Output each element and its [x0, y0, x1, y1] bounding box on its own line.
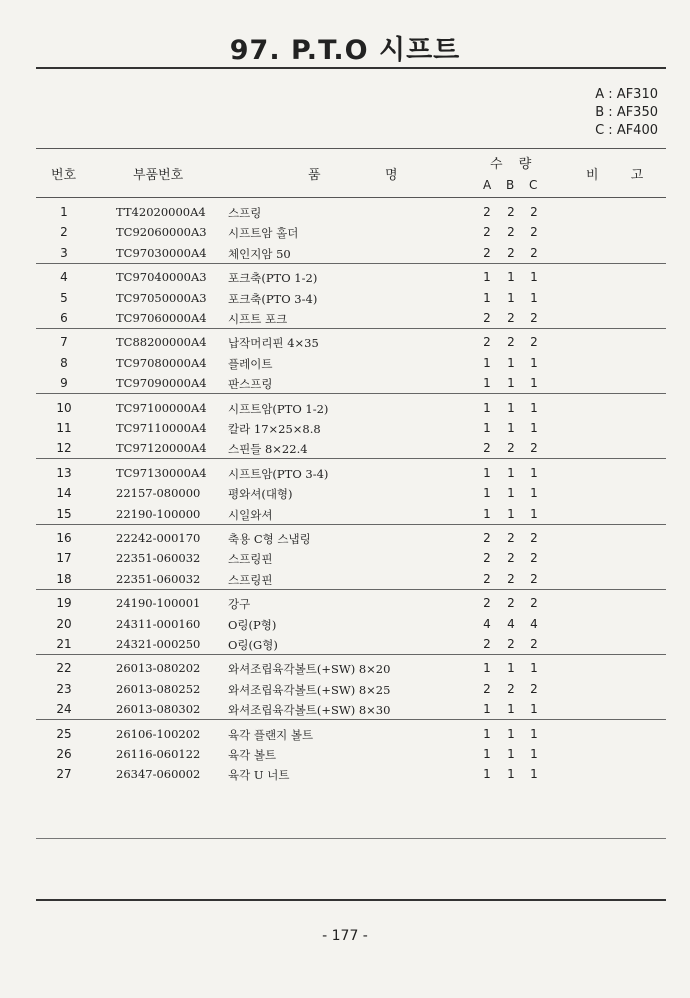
cell-part-no: 26106-100202 [116, 726, 201, 741]
table-row [36, 308, 666, 328]
header-qty: 수 량 [490, 157, 538, 172]
cell-qty-a: 1 [483, 702, 491, 717]
table-row [36, 353, 666, 373]
group-separator [36, 393, 666, 394]
cell-name: 와셔조립육각볼트(+SW) 8×25 [228, 682, 391, 697]
cell-no: 2 [60, 225, 68, 240]
cell-part-no: TC97060000A4 [116, 311, 207, 325]
cell-no: 23 [56, 681, 72, 696]
cell-qty-b: 1 [507, 726, 515, 741]
model-c: C : AF400 [595, 123, 658, 138]
cell-part-no: 22351-060032 [116, 551, 201, 566]
cell-qty-a: 2 [483, 245, 491, 260]
cell-qty-b: 1 [507, 290, 515, 305]
table-row [36, 438, 666, 458]
cell-qty-c: 1 [530, 486, 538, 501]
cell-qty-b: 1 [507, 506, 515, 521]
header-top-rule [36, 148, 666, 149]
cell-no: 11 [56, 421, 72, 435]
cell-qty-c: 1 [530, 726, 538, 741]
cell-part-no: TC97080000A4 [116, 355, 207, 370]
cell-part-no: 26013-080202 [116, 661, 201, 676]
group-separator [36, 719, 666, 720]
cell-qty-a: 2 [483, 225, 491, 240]
cell-qty-b: 1 [507, 376, 515, 391]
cell-qty-c: 1 [530, 421, 538, 435]
cell-qty-c: 2 [530, 335, 538, 350]
cell-qty-c: 1 [530, 355, 538, 370]
cell-qty-c: 1 [530, 400, 538, 415]
cell-part-no: 24321-000250 [116, 637, 201, 651]
table-row [36, 569, 666, 589]
cell-qty-a: 2 [483, 571, 491, 586]
cell-qty-c: 2 [530, 681, 538, 696]
table-row [36, 267, 666, 287]
cell-no: 20 [56, 616, 72, 631]
cell-qty-b: 2 [507, 596, 515, 611]
header-remark: 비 고 [586, 168, 658, 183]
table-row [36, 202, 666, 222]
cell-name: 와셔조립육각볼트(+SW) 8×30 [228, 703, 391, 718]
table-row [36, 744, 666, 764]
cell-name: 축용 C형 스냅링 [228, 532, 311, 546]
cell-qty-b: 1 [507, 465, 515, 480]
cell-no: 22 [56, 661, 72, 676]
cell-qty-c: 2 [530, 637, 538, 651]
cell-no: 24 [56, 702, 72, 717]
cell-qty-a: 1 [483, 376, 491, 391]
cell-qty-b: 2 [507, 205, 515, 219]
cell-part-no: TC92060000A3 [116, 225, 207, 240]
cell-qty-a: 1 [483, 400, 491, 415]
cell-part-no: 26013-080302 [116, 702, 201, 717]
cell-no: 12 [56, 441, 72, 456]
cell-part-no: TC97090000A4 [116, 376, 207, 391]
table-row [36, 463, 666, 483]
cell-name: 스핀들 8×22.4 [228, 442, 308, 457]
cell-name: 시프트암(PTO 1-2) [228, 401, 329, 416]
cell-qty-c: 2 [530, 571, 538, 586]
cell-name: O링(G형) [228, 638, 278, 652]
cell-qty-a: 1 [483, 486, 491, 501]
cell-qty-c: 1 [530, 747, 538, 761]
group-separator [36, 654, 666, 655]
cell-no: 15 [56, 506, 72, 521]
cell-name: 체인지암 50 [228, 246, 291, 261]
cell-name: 육각 볼트 [228, 748, 277, 762]
cell-part-no: 26013-080252 [116, 681, 201, 696]
cell-qty-c: 1 [530, 661, 538, 676]
cell-part-no: TC97120000A4 [116, 441, 207, 456]
table-row [36, 658, 666, 678]
table-row [36, 679, 666, 699]
table-row [36, 332, 666, 352]
model-legend [595, 86, 658, 140]
cell-qty-a: 1 [483, 270, 491, 285]
cell-qty-b: 4 [507, 616, 515, 631]
cell-qty-a: 1 [483, 465, 491, 480]
header-qty-a: A [483, 178, 492, 192]
cell-qty-b: 2 [507, 637, 515, 651]
cell-part-no: TT42020000A4 [116, 205, 206, 219]
cell-qty-a: 1 [483, 747, 491, 761]
header-name-2: 명 [385, 168, 398, 183]
cell-no: 19 [56, 596, 72, 611]
cell-qty-c: 1 [530, 506, 538, 521]
cell-no: 21 [56, 637, 72, 651]
header-bottom-rule [36, 197, 666, 198]
cell-no: 25 [56, 726, 72, 741]
cell-qty-b: 2 [507, 245, 515, 260]
cell-qty-a: 1 [483, 421, 491, 435]
group-separator [36, 263, 666, 264]
cell-qty-a: 2 [483, 335, 491, 350]
table-row [36, 288, 666, 308]
cell-no: 3 [60, 245, 68, 260]
table-row [36, 504, 666, 524]
cell-name: O링(P형) [228, 617, 277, 632]
cell-qty-b: 1 [507, 270, 515, 285]
cell-part-no: 26347-060002 [116, 767, 201, 782]
cell-qty-a: 1 [483, 661, 491, 676]
table-row [36, 593, 666, 613]
cell-qty-c: 1 [530, 767, 538, 782]
model-a: A : AF310 [595, 87, 658, 102]
model-b: B : AF350 [595, 105, 658, 120]
cell-part-no: 22351-060032 [116, 571, 201, 586]
cell-part-no: 24311-000160 [116, 616, 201, 631]
table-row [36, 764, 666, 784]
cell-name: 칼라 17×25×8.8 [228, 422, 321, 436]
cell-qty-c: 4 [530, 616, 538, 631]
cell-qty-b: 1 [507, 400, 515, 415]
cell-part-no: 22157-080000 [116, 486, 201, 501]
cell-qty-a: 2 [483, 637, 491, 651]
cell-qty-b: 2 [507, 681, 515, 696]
cell-qty-c: 2 [530, 596, 538, 611]
header-no: 번호 [51, 168, 77, 183]
table-row [36, 483, 666, 503]
cell-qty-b: 2 [507, 551, 515, 566]
cell-part-no: TC97050000A3 [116, 290, 207, 305]
cell-qty-b: 1 [507, 661, 515, 676]
table-row [36, 418, 666, 438]
cell-qty-a: 1 [483, 355, 491, 370]
cell-no: 9 [60, 376, 68, 391]
group-separator [36, 328, 666, 329]
cell-qty-a: 2 [483, 681, 491, 696]
cell-qty-c: 2 [530, 441, 538, 456]
table-row [36, 398, 666, 418]
table-row [36, 614, 666, 634]
cell-qty-c: 1 [530, 290, 538, 305]
cell-part-no: TC97100000A4 [116, 400, 207, 415]
cell-qty-c: 2 [530, 551, 538, 566]
table-row [36, 528, 666, 548]
footer-rule [36, 899, 666, 901]
cell-name: 판스프링 [228, 377, 273, 392]
cell-name: 포크축(PTO 3-4) [228, 291, 318, 306]
cell-no: 27 [56, 767, 72, 782]
cell-qty-a: 4 [483, 616, 491, 631]
cell-qty-a: 1 [483, 506, 491, 521]
cell-part-no: TC97110000A4 [116, 421, 207, 435]
cell-no: 14 [56, 486, 72, 501]
cell-qty-c: 2 [530, 245, 538, 260]
cell-qty-a: 1 [483, 290, 491, 305]
table-end-rule [36, 838, 666, 839]
cell-qty-a: 2 [483, 311, 491, 325]
cell-part-no: TC88200000A4 [116, 335, 207, 350]
cell-name: 스프링 [228, 206, 262, 220]
cell-no: 26 [56, 747, 72, 761]
cell-no: 8 [60, 355, 68, 370]
cell-no: 13 [56, 465, 72, 480]
cell-name: 시프트암(PTO 3-4) [228, 466, 329, 481]
cell-qty-b: 1 [507, 747, 515, 761]
cell-no: 7 [60, 335, 68, 350]
cell-qty-a: 1 [483, 726, 491, 741]
table-row [36, 222, 666, 242]
cell-qty-a: 2 [483, 205, 491, 219]
cell-qty-a: 2 [483, 551, 491, 566]
cell-part-no: TC97130000A4 [116, 465, 207, 480]
cell-qty-b: 2 [507, 225, 515, 240]
group-separator [36, 524, 666, 525]
cell-qty-b: 2 [507, 571, 515, 586]
header-qty-b: B [506, 178, 515, 192]
cell-name: 시일와셔 [228, 507, 273, 522]
cell-name: 평와셔(대형) [228, 487, 293, 502]
cell-name: 육각 U 너트 [228, 768, 290, 783]
cell-no: 10 [56, 400, 72, 415]
cell-name: 포크축(PTO 1-2) [228, 271, 318, 286]
cell-part-no: 26116-060122 [116, 747, 201, 761]
cell-no: 4 [60, 270, 68, 285]
cell-qty-b: 1 [507, 702, 515, 717]
table-row [36, 548, 666, 568]
cell-qty-b: 2 [507, 311, 515, 325]
cell-name: 스프링핀 [228, 572, 273, 587]
group-separator [36, 589, 666, 590]
cell-name: 와셔조립육각볼트(+SW) 8×20 [228, 662, 391, 677]
cell-qty-a: 2 [483, 531, 491, 545]
cell-no: 17 [56, 551, 72, 566]
cell-name: 시프트 포크 [228, 312, 288, 326]
table-row [36, 699, 666, 719]
cell-qty-c: 1 [530, 702, 538, 717]
cell-no: 18 [56, 571, 72, 586]
cell-qty-b: 2 [507, 531, 515, 545]
cell-qty-c: 1 [530, 465, 538, 480]
table-row [36, 243, 666, 263]
table-row [36, 724, 666, 744]
cell-qty-b: 1 [507, 767, 515, 782]
header-qty-c: C [529, 178, 538, 192]
cell-qty-c: 1 [530, 376, 538, 391]
cell-qty-a: 1 [483, 767, 491, 782]
cell-no: 16 [56, 531, 72, 545]
cell-qty-c: 2 [530, 205, 538, 219]
cell-name: 강구 [228, 597, 251, 612]
cell-qty-b: 1 [507, 355, 515, 370]
cell-part-no: 22190-100000 [116, 506, 201, 521]
cell-part-no: 22242-000170 [116, 531, 201, 545]
cell-part-no: 24190-100001 [116, 596, 201, 611]
cell-qty-b: 2 [507, 335, 515, 350]
cell-qty-a: 2 [483, 441, 491, 456]
cell-part-no: TC97030000A4 [116, 245, 207, 260]
cell-no: 5 [60, 290, 68, 305]
cell-name: 육각 플랜지 볼트 [228, 727, 314, 742]
cell-qty-c: 1 [530, 270, 538, 285]
header-part-no: 부품번호 [133, 168, 184, 183]
cell-qty-b: 2 [507, 441, 515, 456]
cell-qty-c: 2 [530, 311, 538, 325]
header-name-1: 품 [308, 168, 321, 183]
table-row [36, 373, 666, 393]
group-separator [36, 458, 666, 459]
cell-name: 플레이트 [228, 356, 273, 371]
cell-qty-a: 2 [483, 596, 491, 611]
page-title: 97. P.T.O 시프트 [229, 35, 461, 66]
cell-qty-b: 1 [507, 486, 515, 501]
cell-no: 1 [60, 205, 68, 219]
cell-no: 6 [60, 311, 68, 325]
cell-name: 납작머리핀 4×35 [228, 336, 319, 351]
cell-qty-c: 2 [530, 531, 538, 545]
cell-part-no: TC97040000A3 [116, 270, 207, 285]
cell-name: 시프트암 홀더 [228, 226, 299, 241]
cell-qty-c: 2 [530, 225, 538, 240]
title-rule [36, 67, 666, 69]
cell-qty-b: 1 [507, 421, 515, 435]
cell-name: 스프링핀 [228, 552, 273, 567]
table-row [36, 634, 666, 654]
page-number: - 177 - [322, 928, 368, 944]
